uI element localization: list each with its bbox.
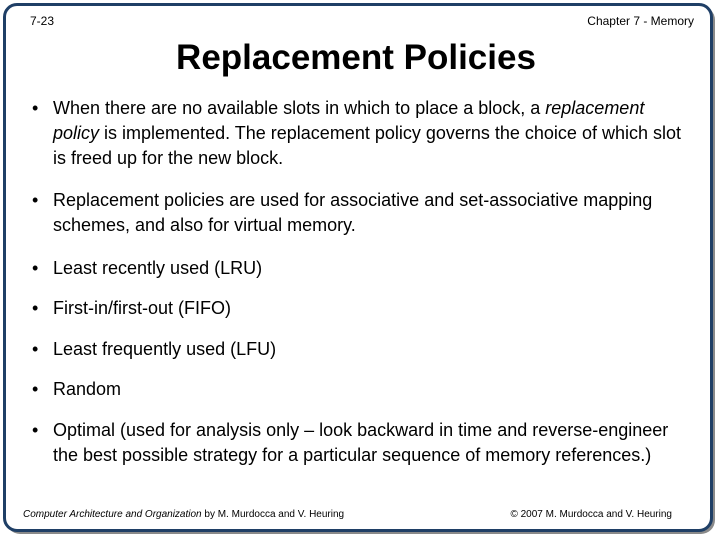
footer-copyright: © 2007 M. Murdocca and V. Heuring (510, 509, 672, 520)
bullet-text: Least frequently used (LFU) (53, 339, 277, 359)
bullet-symbol: • (32, 98, 39, 118)
bullet-text: First-in/first-out (FIFO) (53, 298, 231, 318)
bullet-symbol: • (32, 190, 39, 210)
bullet-text: When there are no available slots in which to place a block, a (53, 98, 546, 118)
bullet-text: Optimal (used for analysis only – look backward in time and reverse-engineer the best possible strategy for a particular sequence of memory references.) (53, 420, 669, 465)
bullet-text: Random (53, 379, 122, 399)
slide-title: Replacement Policies (176, 38, 536, 77)
slide-number: 7-23 (30, 14, 55, 28)
bullet-text: is implemented. The replacement policy governs the choice of which slot is freed up for the new block. (53, 123, 681, 168)
bullet-item (32, 188, 693, 238)
bullet-text: Least recently used (LRU) (53, 258, 263, 278)
bullet-symbol: • (32, 298, 39, 318)
bullet-text: Replacement policies are used for associative and set-associative mapping schemes, and also for virtual memory. (53, 190, 653, 235)
chapter-label: Chapter 7 - Memory (587, 14, 694, 28)
bullet-symbol: • (32, 258, 39, 278)
footer-authors: by M. Murdocca and V. Heuring (201, 509, 345, 520)
bullet-item (32, 418, 693, 468)
bullet-item (32, 377, 693, 402)
bullet-item (32, 96, 693, 171)
bullet-item (32, 256, 693, 281)
bullet-symbol: • (32, 379, 39, 399)
bullet-symbol: • (32, 339, 39, 359)
footer-book-title: Computer Architecture and Organization (23, 509, 202, 520)
bullet-item (32, 296, 693, 321)
bullet-emphasis: replacement policy (53, 98, 645, 143)
bullet-symbol: • (32, 420, 39, 440)
footer-book-credit (23, 509, 344, 520)
bullet-item (32, 337, 693, 362)
